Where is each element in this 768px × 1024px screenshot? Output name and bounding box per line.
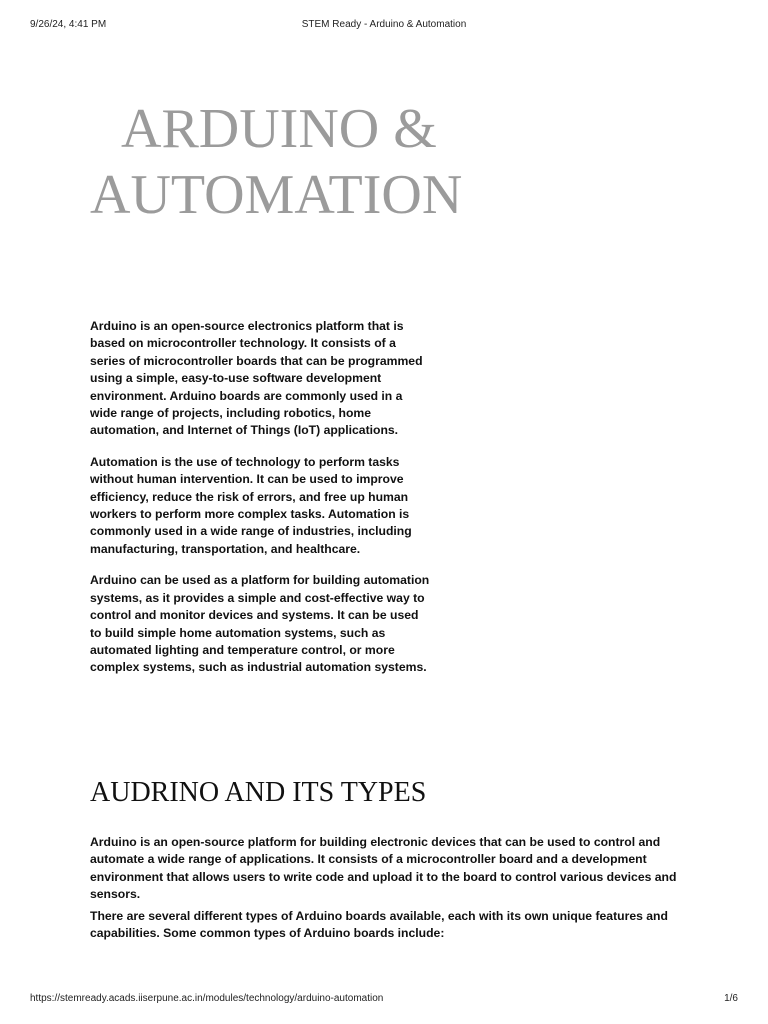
- hero-title-line2: AUTOMATION: [90, 164, 463, 226]
- print-datetime: 9/26/24, 4:41 PM: [30, 19, 107, 30]
- print-header: [30, 19, 738, 33]
- hero-title: [90, 96, 462, 228]
- intro-paragraph-automation: Automation is the use of technology to perform tasks without human intervention. It can be used to improve efficiency, reduce the risk of errors, and free up human workers to perform more complex tasks. Automation is commonly used in a wide range of industries, including manufacturing, transportation, and healthcare.: [90, 454, 412, 556]
- types-paragraph-overview: Arduino is an open-source platform for building electronic devices that can be used to control and automate a wide range of applications. It consists of a microcontroller board and a development environment that allows users to write code and upload it to the board to control various devices and sensors.: [90, 835, 677, 902]
- print-footer: [30, 993, 738, 1007]
- print-page-title: STEM Ready - Arduino & Automation: [301, 19, 467, 30]
- intro-section: [90, 318, 430, 691]
- page-number: 1/6: [724, 993, 738, 1004]
- intro-paragraph-arduino-automation: Arduino can be used as a platform for building automation systems, as it provides a simple and cost-effective way to control and monitor devices and systems. It can be used to build simple home automation systems, such as automated lighting and temperature control, or more complex systems, such as industrial automation systems.: [90, 573, 430, 675]
- types-section: [90, 834, 695, 946]
- page-url: https://stemready.acads.iiserpune.ac.in/modules/technology/arduino-automation: [30, 993, 384, 1004]
- section-heading-types: AUDRINO AND ITS TYPES: [90, 777, 427, 808]
- intro-paragraph-arduino: Arduino is an open-source electronics platform that is based on microcontroller technology. It consists of a series of microcontroller boards that can be programmed using a simple, easy-to-use software development environment. Arduino boards are commonly used in a wide range of projects, including robotics, home automation, and Internet of Things (IoT) applications.: [90, 319, 423, 438]
- types-paragraph-boards: There are several different types of Arduino boards available, each with its own unique features and capabilities. Some common types of Arduino boards include:: [90, 908, 668, 941]
- hero-title-line1: ARDUINO &: [121, 98, 437, 160]
